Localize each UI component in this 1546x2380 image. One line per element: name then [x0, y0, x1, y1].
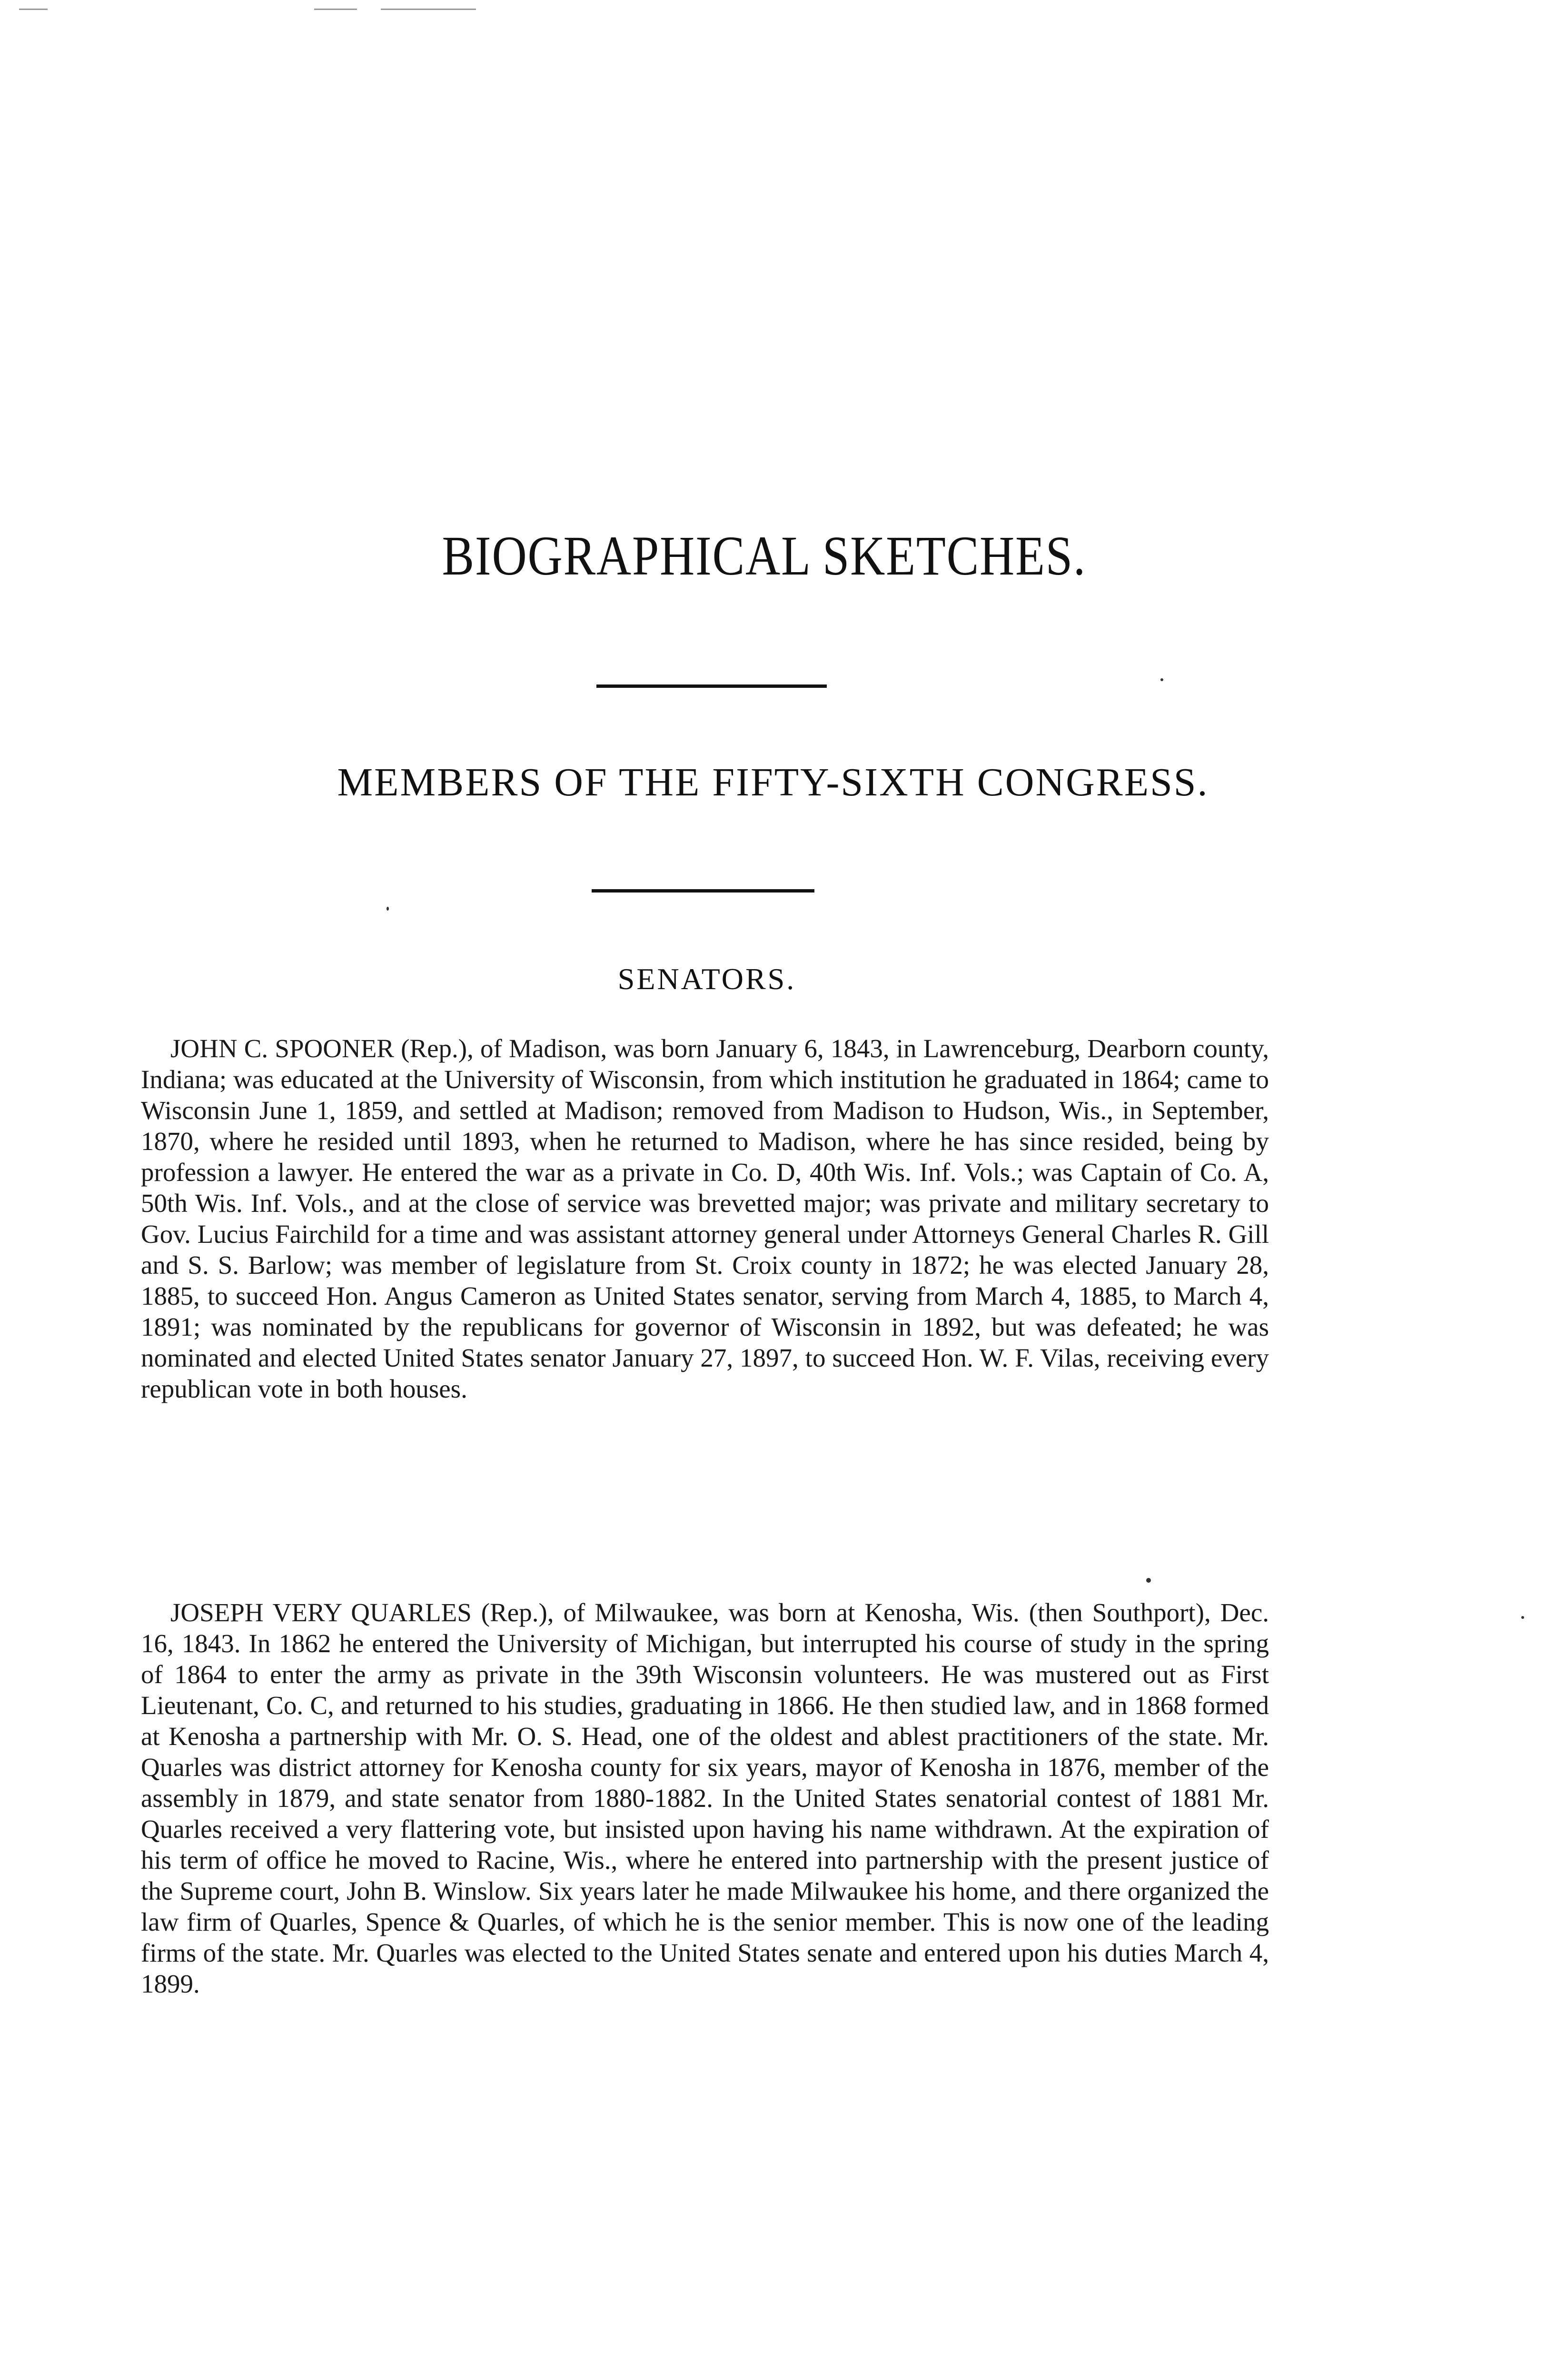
subtitle-divider: [592, 889, 814, 892]
scan-speck: [1521, 1616, 1524, 1619]
page-subtitle: MEMBERS OF THE FIFTY-SIXTH CONGRESS.: [337, 760, 1209, 804]
page-title: BIOGRAPHICAL SKETCHES.: [442, 525, 1086, 587]
scan-mark: [19, 9, 48, 10]
scan-speck: [1146, 1578, 1151, 1583]
biography-paragraph: JOSEPH VERY QUARLES (Rep.), of Milwaukee, was born at Kenosha, Wis. (then Southport), Dec. 16, 1843. In 1862 he entered the University of Michigan, but interrupted his course of study in the spring of 1864 to enter the army as private in the 39th Wisconsin volunteers. He was mustered out as First Lieutenant, Co. C, and returned to his studies, graduating in 1866. He then studied law, and in 1868 formed at Kenosha a partnership with Mr. O. S. Head, one of the oldest and ablest practitioners of the state. Mr. Quarles was district attorney for Kenosha county for six years, mayor of Kenosha in 1876, member of the assembly in 1879, and state senator from 1880-1882. In the United States senatorial contest of 1881 Mr. Quarles received a very flattering vote, but insisted upon having his name withdrawn. At the expiration of his term of office he moved to Racine, Wis., where he entered into partnership with the present justice of the Supreme court, John B. Winslow. Six years later he made Milwaukee his home, and there organized the law firm of Quarles, Spence & Quarles, of which he is the senior member. This is now one of the leading firms of the state. Mr. Quarles was elected to the United States senate and entered upon his duties March 4, 1899.: [141, 1598, 1269, 1998]
biography-paragraph: JOHN C. SPOONER (Rep.), of Madison, was born January 6, 1843, in Lawrenceburg, Dearborn county, Indiana; was educated at the University of Wisconsin, from which institution he graduated in 1864; came to Wisconsin June 1, 1859, and settled at Madison; removed from Madison to Hudson, Wis., in September, 1870, where he resided until 1893, when he returned to Madison, where he has since resided, being by profession a lawyer. He entered the war as a private in Co. D, 40th Wis. Inf. Vols.; was Captain of Co. A, 50th Wis. Inf. Vols., and at the close of service was brevetted major; was private and military secretary to Gov. Lucius Fairchild for a time and was assistant attorney general under Attorneys General Charles R. Gill and S. S. Barlow; was member of legislature from St. Croix county in 1872; he was elected January 28, 1885, to succeed Hon. Angus Cameron as United States senator, serving from March 4, 1885, to March 4, 1891; was nominated by the republicans for governor of Wisconsin in 1892, but was defeated; he was nominated and elected United States senator January 27, 1897, to succeed Hon. W. F. Vilas, receiving every republican vote in both houses.: [141, 1034, 1269, 1403]
scan-mark: [381, 9, 476, 10]
scan-speck: [386, 907, 389, 911]
section-heading: SENATORS.: [617, 962, 796, 996]
scan-speck: [1160, 678, 1163, 681]
title-divider: [596, 684, 827, 688]
scan-mark: [314, 9, 357, 10]
